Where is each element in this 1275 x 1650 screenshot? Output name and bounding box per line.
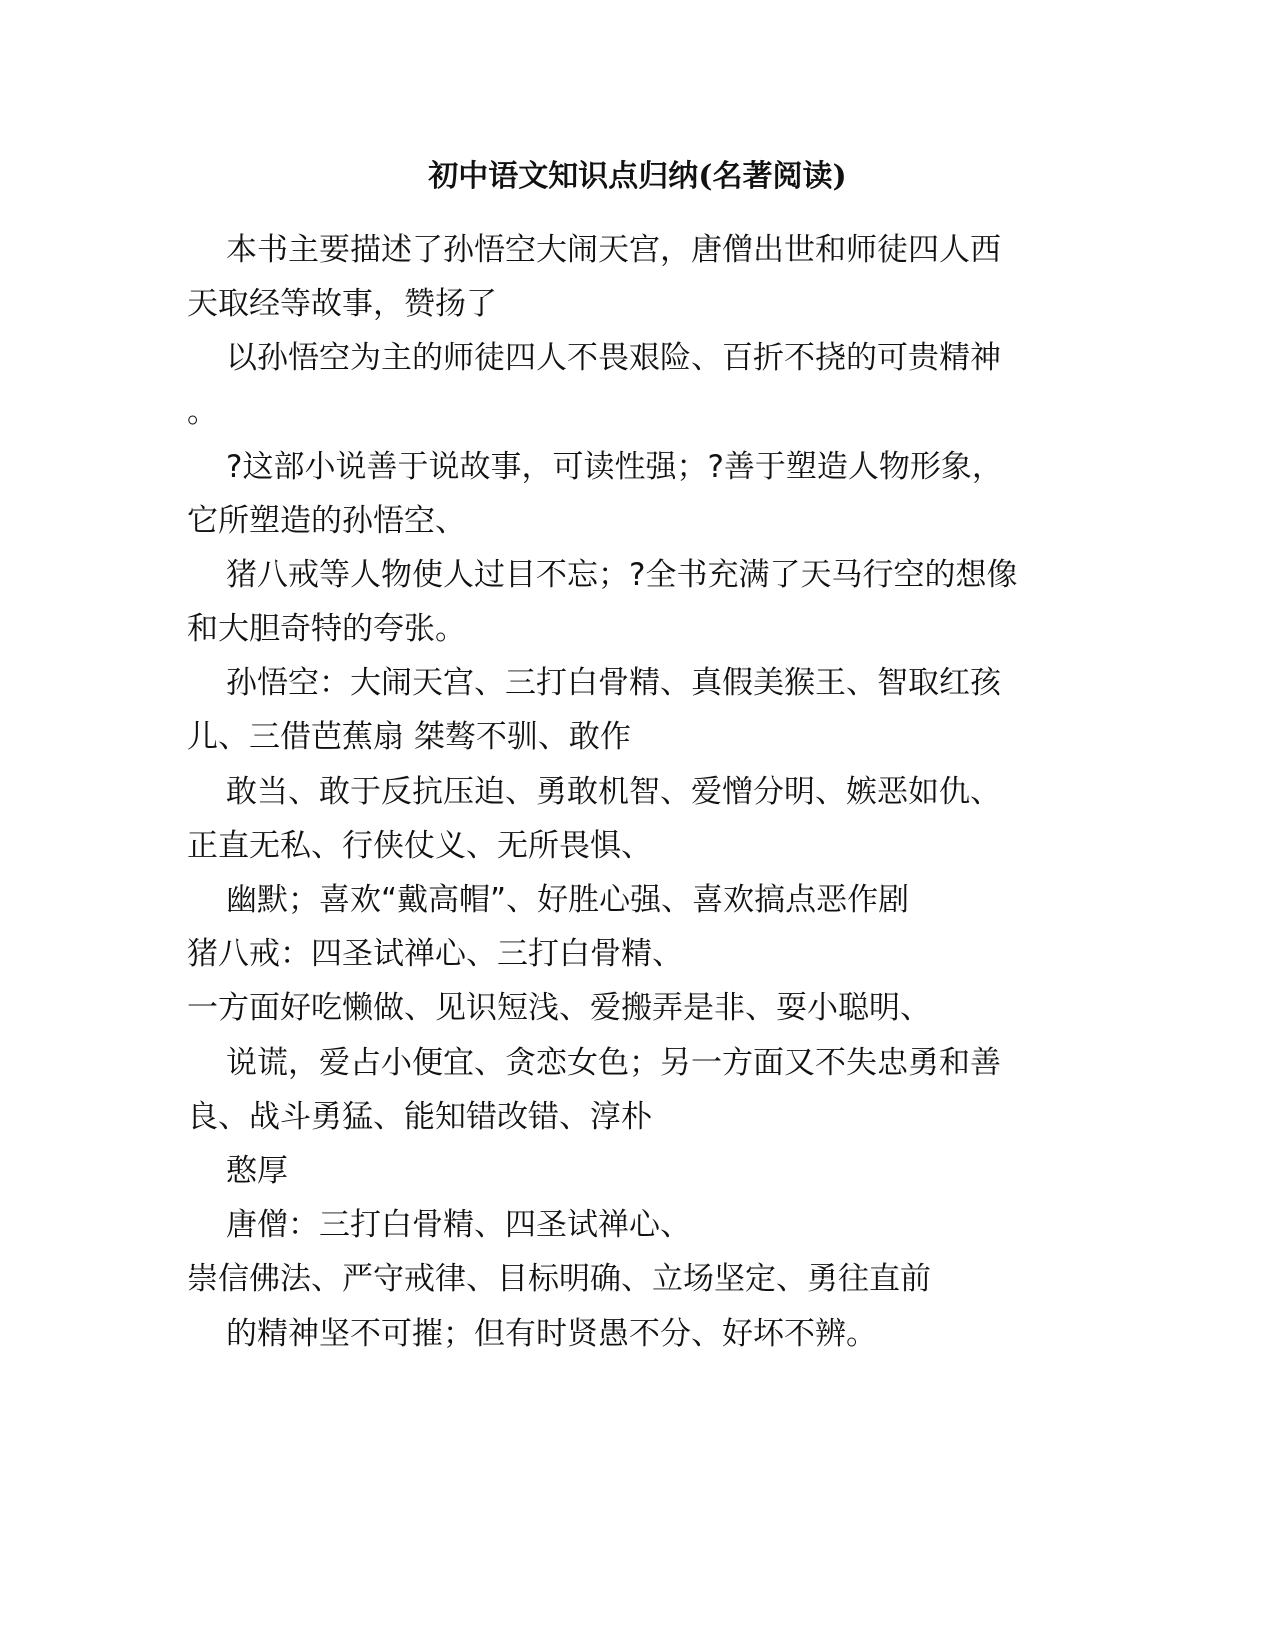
text-line: 一方面好吃懒做、见识短浅、爱搬弄是非、耍小聪明、 bbox=[187, 990, 931, 1026]
text-line: 说谎，爱占小便宜、贪恋女色；另一方面又不失忠勇和善 bbox=[226, 1045, 1001, 1081]
text-line: 憨厚 bbox=[226, 1153, 288, 1189]
text-line: 天取经等故事，赞扬了 bbox=[187, 286, 497, 322]
text-line: 猪八戒：四圣试禅心、三打白骨精、 bbox=[187, 936, 683, 972]
text-line: 猪八戒等人物使人过目不忘；?全书充满了天马行空的想像 bbox=[226, 557, 1018, 593]
text-line: 。 bbox=[187, 394, 218, 430]
text-line: 唐僧：三打白骨精、四圣试禅心、 bbox=[226, 1207, 691, 1243]
text-line: 以孙悟空为主的师徒四人不畏艰险、百折不挠的可贵精神 bbox=[226, 340, 1001, 376]
text-line: 幽默；喜欢“戴高帽”、好胜心强、喜欢搞点恶作剧 bbox=[226, 882, 910, 918]
text-line: 孙悟空：大闹天宫、三打白骨精、真假美猴王、智取红孩 bbox=[226, 665, 1001, 701]
text-line: 敢当、敢于反抗压迫、勇敢机智、爱憎分明、嫉恶如仇、 bbox=[226, 774, 1001, 810]
text-line: 儿、三借芭蕉扇 桀骜不驯、敢作 bbox=[187, 719, 631, 755]
text-line: 的精神坚不可摧；但有时贤愚不分、好坏不辨。 bbox=[226, 1316, 877, 1352]
text-line: ?这部小说善于说故事，可读性强；?善于塑造人物形象， bbox=[226, 449, 1003, 485]
document-title: 初中语文知识点归纳(名著阅读) bbox=[428, 159, 847, 194]
text-line: 它所塑造的孙悟空、 bbox=[187, 503, 466, 539]
text-line: 良、战斗勇猛、能知错改错、淳朴 bbox=[187, 1099, 652, 1135]
text-line: 崇信佛法、严守戒律、目标明确、立场坚定、勇往直前 bbox=[187, 1261, 931, 1297]
text-line: 和大胆奇特的夸张。 bbox=[187, 611, 466, 647]
text-line: 正直无私、行侠仗义、无所畏惧、 bbox=[187, 828, 652, 864]
text-line: 本书主要描述了孙悟空大闹天宫，唐僧出世和师徒四人西 bbox=[226, 232, 1001, 268]
